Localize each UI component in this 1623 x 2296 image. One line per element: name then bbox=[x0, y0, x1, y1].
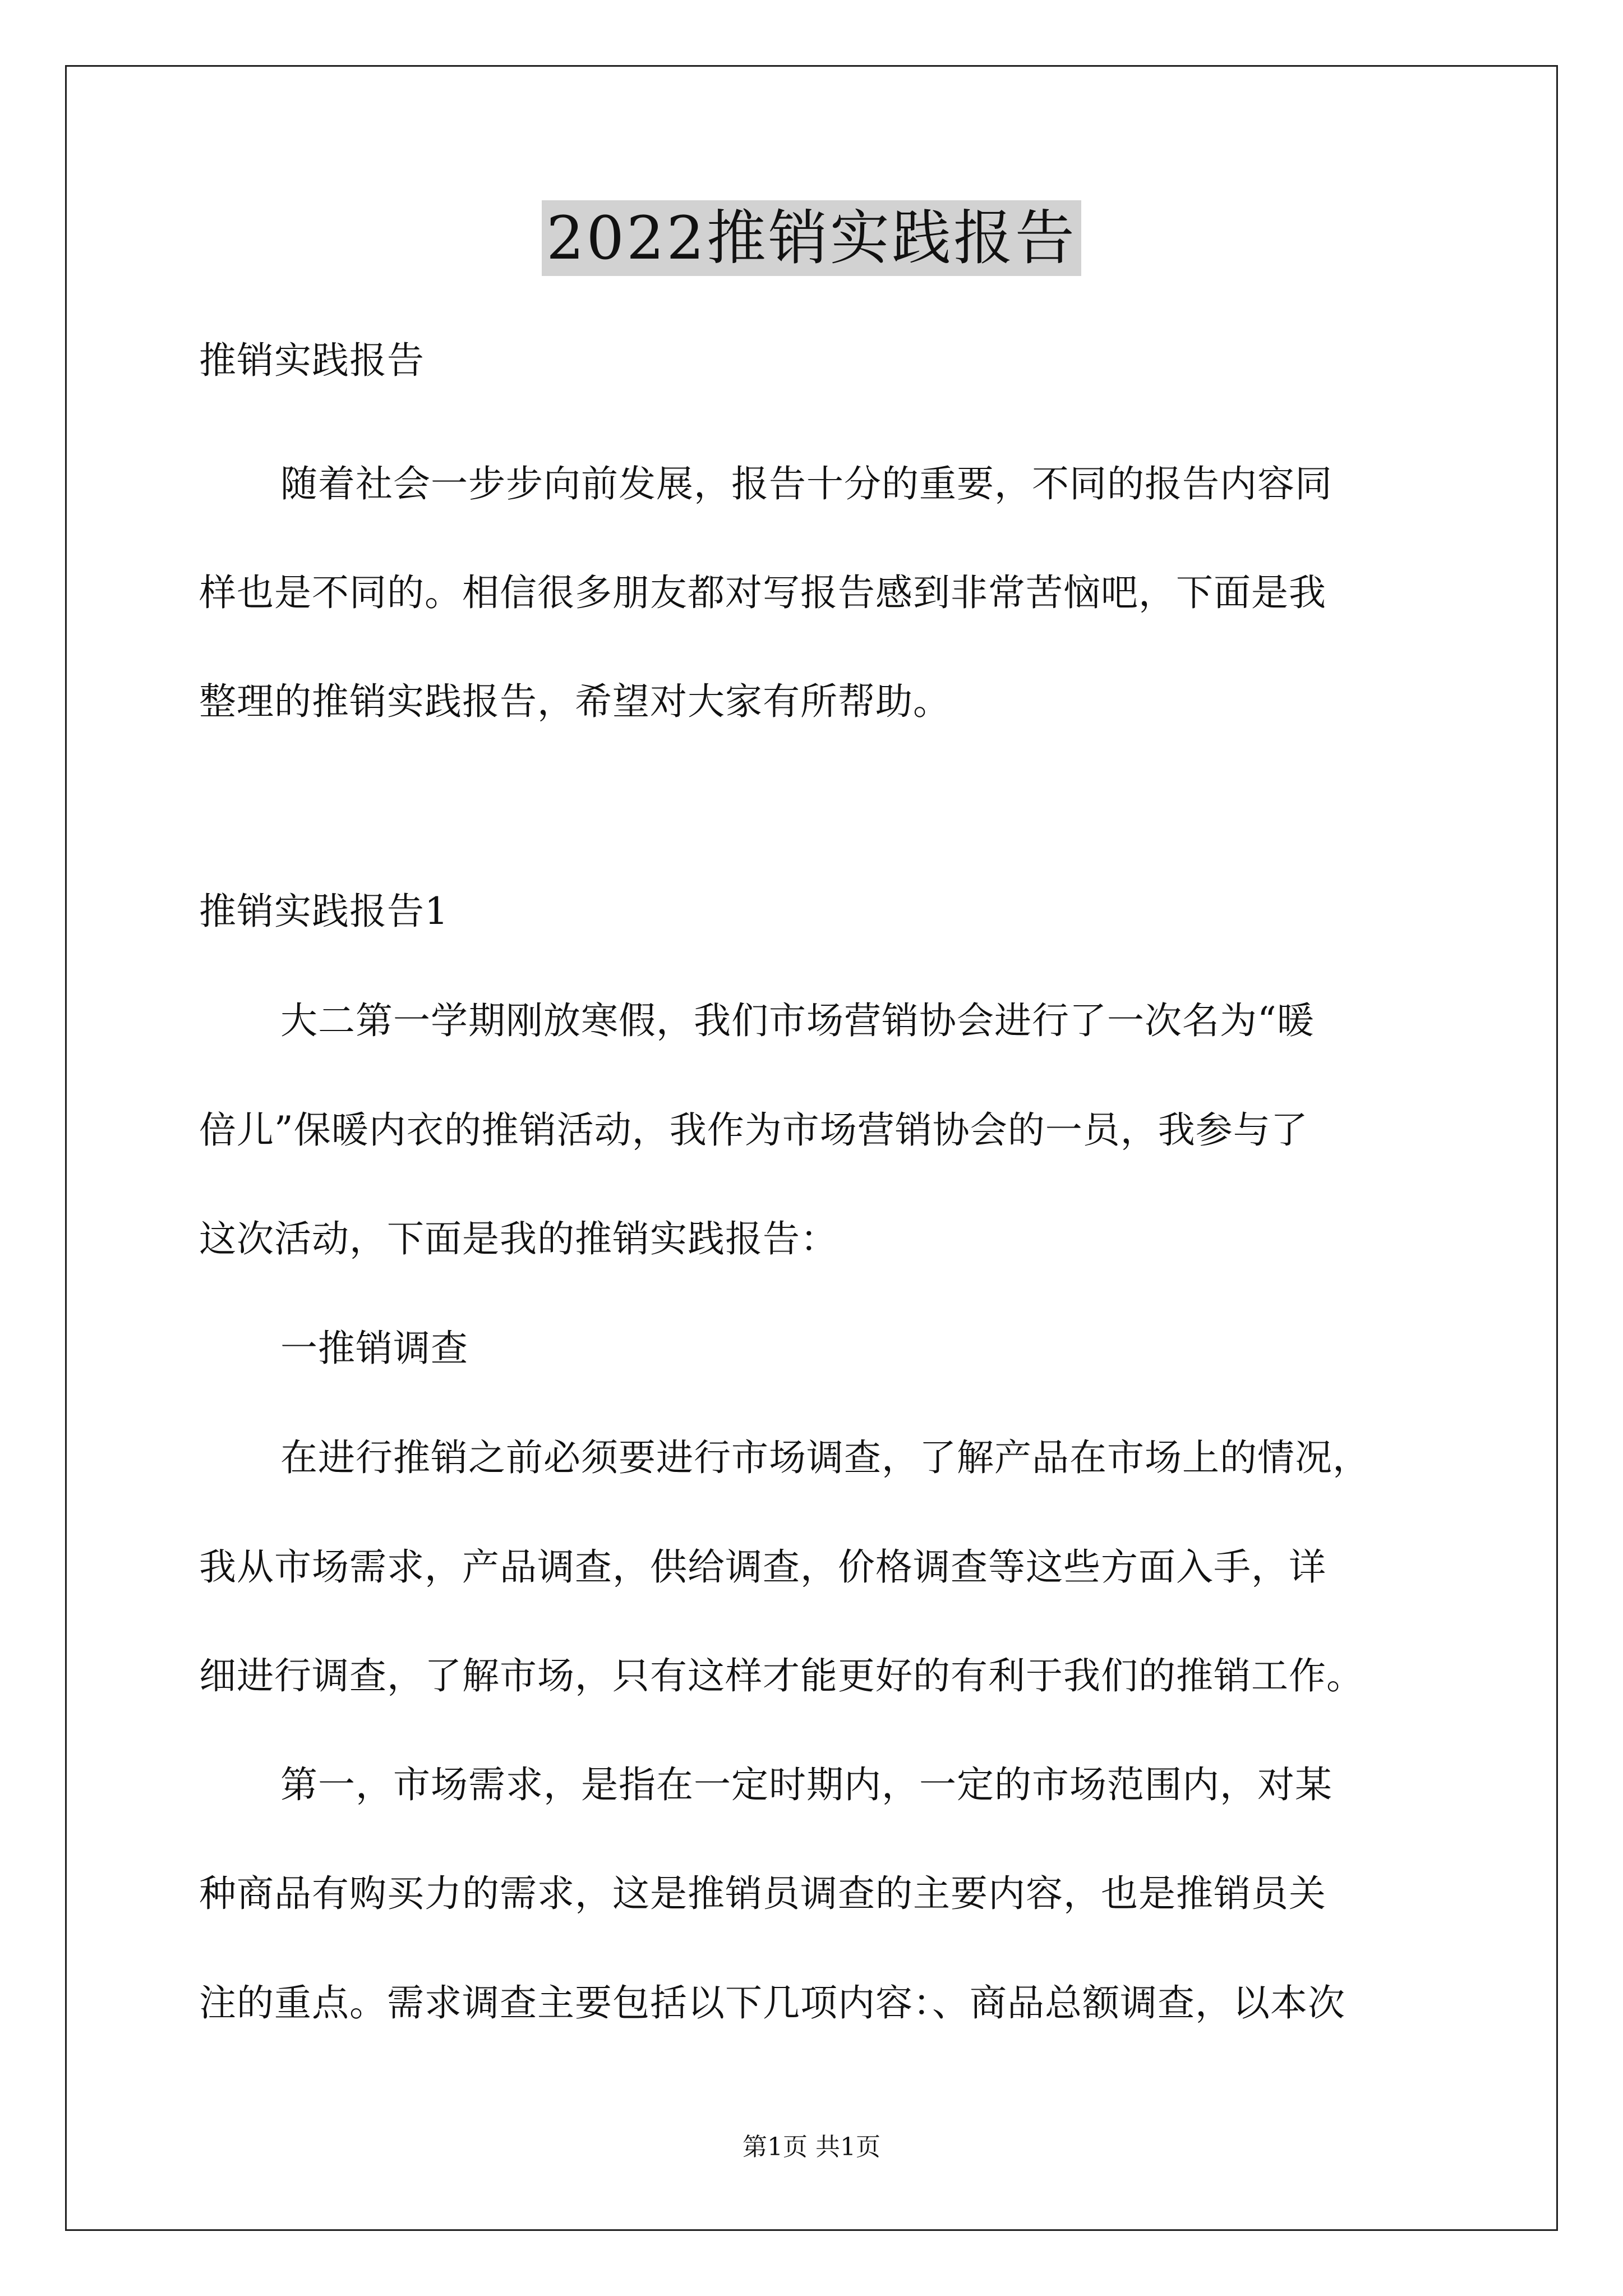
paragraph-line: 大二第一学期刚放寒假，我们市场营销协会进行了一次名为“暖 bbox=[280, 999, 1315, 1042]
paragraph-line: 在进行推销之前必须要进行市场调查，了解产品在市场上的情况， bbox=[280, 1436, 1370, 1479]
paragraph-line: 这次活动，下面是我的推销实践报告： bbox=[199, 1217, 838, 1260]
section-heading: 推销实践报告 bbox=[199, 339, 425, 382]
document-title bbox=[0, 199, 1623, 278]
paragraph-line: 整理的推销实践报告，希望对大家有所帮助。 bbox=[199, 680, 951, 723]
paragraph-line: 细进行调查，了解市场，只有这样才能更好的有利于我们的推销工作。 bbox=[199, 1654, 1364, 1697]
page-footer: 第1页 共1页 bbox=[743, 2133, 880, 2161]
paragraph-line: 种商品有购买力的需求，这是推销员调查的主要内容，也是推销员关 bbox=[199, 1872, 1326, 1915]
paragraph-line: 倍儿”保暖内衣的推销活动，我作为市场营销协会的一员，我参与了 bbox=[199, 1108, 1308, 1152]
document-title-text: 2022推销实践报告 bbox=[542, 200, 1081, 276]
paragraph-line: 注的重点。需求调查主要包括以下几项内容：、商品总额调查，以本次 bbox=[199, 1981, 1345, 2024]
paragraph-line: 样也是不同的。相信很多朋友都对写报告感到非常苦恼吧，下面是我 bbox=[199, 571, 1326, 614]
paragraph-line: 第一，市场需求，是指在一定时期内，一定的市场范围内，对某 bbox=[280, 1763, 1332, 1806]
section-heading: 推销实践报告1 bbox=[199, 890, 449, 933]
paragraph-line: 随着社会一步步向前发展，报告十分的重要，不同的报告内容同 bbox=[280, 462, 1332, 505]
subsection-heading: 一推销调查 bbox=[280, 1327, 468, 1370]
paragraph-line: 我从市场需求，产品调查，供给调查，价格调查等这些方面入手，详 bbox=[199, 1545, 1326, 1589]
